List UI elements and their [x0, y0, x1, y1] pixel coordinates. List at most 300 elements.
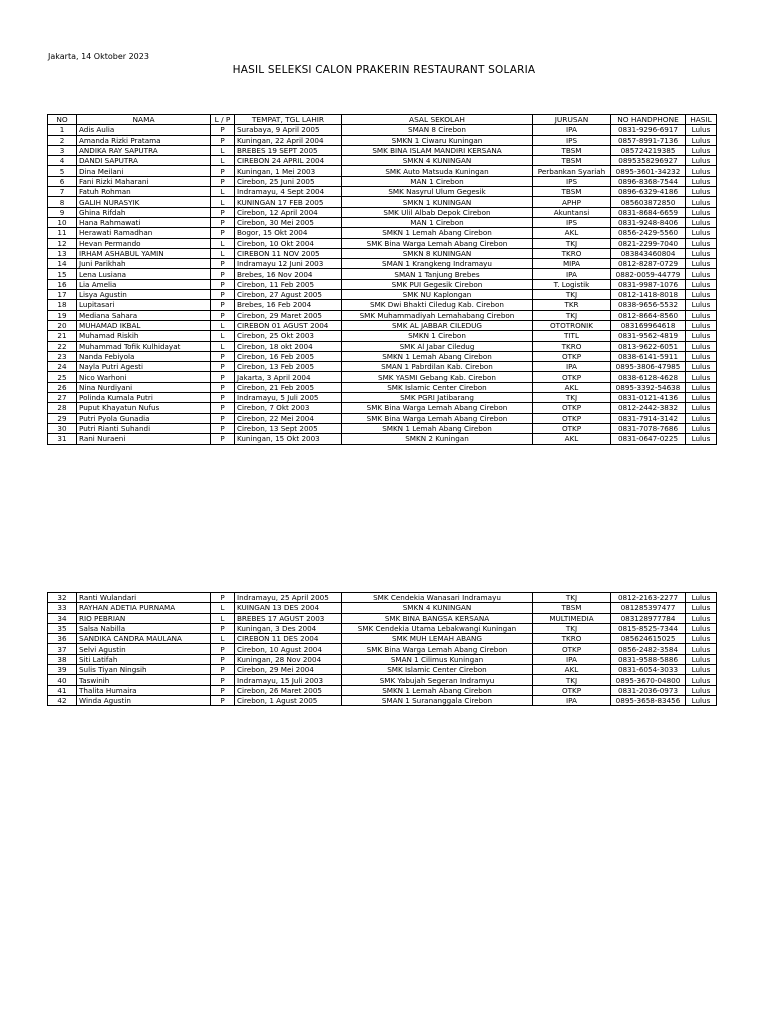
cell-phone: 0831-9248-8406	[611, 217, 686, 227]
cell-gender: P	[211, 290, 235, 300]
cell-major: Akuntansi	[533, 207, 611, 217]
cell-school: SMK MUH LEMAH ABANG	[342, 634, 533, 644]
cell-gender: P	[211, 593, 235, 603]
cell-gender: P	[211, 125, 235, 135]
cell-birth: Cirebon, 25 Juni 2005	[235, 176, 342, 186]
cell-major: AKL	[533, 665, 611, 675]
cell-name: RAYHAN ADETIA PURNAMA	[77, 603, 211, 613]
cell-no: 31	[48, 434, 77, 444]
table-row	[48, 413, 717, 423]
cell-major: OTKP	[533, 372, 611, 382]
table-row	[48, 644, 717, 654]
cell-phone: 0831-7078-7686	[611, 423, 686, 433]
cell-gender: P	[211, 382, 235, 392]
cell-birth: Brebes, 16 Nov 2004	[235, 269, 342, 279]
table-header-row	[48, 115, 717, 125]
cell-major: IPS	[533, 135, 611, 145]
cell-phone: 0895-3658-83456	[611, 695, 686, 705]
table-body-page1	[48, 125, 717, 444]
cell-name: Nico Warhoni	[77, 372, 211, 382]
cell-school: SMKN 8 KUNINGAN	[342, 248, 533, 258]
cell-phone: 0895-3670-04800	[611, 675, 686, 685]
cell-major: TKJ	[533, 675, 611, 685]
cell-result: Lulus	[686, 654, 717, 664]
cell-result: Lulus	[686, 197, 717, 207]
cell-gender: L	[211, 248, 235, 258]
cell-birth: CIREBON 11 DES 2004	[235, 634, 342, 644]
cell-name: SANDIKA CANDRA MAULANA	[77, 634, 211, 644]
cell-school: SMKN 1 Lemah Abang Cirebon	[342, 685, 533, 695]
cell-phone: 0895-3601-34232	[611, 166, 686, 176]
cell-no: 28	[48, 403, 77, 413]
cell-result: Lulus	[686, 176, 717, 186]
cell-result: Lulus	[686, 259, 717, 269]
cell-phone: 0815-8525-7344	[611, 623, 686, 633]
cell-major: IPA	[533, 362, 611, 372]
cell-no: 35	[48, 623, 77, 633]
cell-birth: Cirebon, 11 Feb 2005	[235, 279, 342, 289]
cell-major: TITL	[533, 331, 611, 341]
cell-no: 33	[48, 603, 77, 613]
table-row	[48, 593, 717, 603]
cell-school: SMK PUI Gegesik Cirebon	[342, 279, 533, 289]
cell-major: TBSM	[533, 156, 611, 166]
cell-phone: 0812-2442-3832	[611, 403, 686, 413]
cell-no: 6	[48, 176, 77, 186]
cell-birth: Indramayu, 25 April 2005	[235, 593, 342, 603]
table-row	[48, 393, 717, 403]
table-row	[48, 176, 717, 186]
cell-result: Lulus	[686, 593, 717, 603]
cell-result: Lulus	[686, 207, 717, 217]
cell-school: SMKN 1 Cirebon	[342, 331, 533, 341]
cell-name: Winda Agustin	[77, 695, 211, 705]
cell-birth: KUNINGAN 17 FEB 2005	[235, 197, 342, 207]
cell-major: TBSM	[533, 603, 611, 613]
cell-name: Thalita Humaira	[77, 685, 211, 695]
header-nama: NAMA	[77, 115, 211, 125]
cell-no: 25	[48, 372, 77, 382]
cell-phone: 0821-2299-7040	[611, 238, 686, 248]
cell-phone: 083843460804	[611, 248, 686, 258]
cell-no: 10	[48, 217, 77, 227]
cell-result: Lulus	[686, 665, 717, 675]
table-row	[48, 623, 717, 633]
cell-major: OTKP	[533, 403, 611, 413]
cell-no: 42	[48, 695, 77, 705]
cell-result: Lulus	[686, 382, 717, 392]
cell-result: Lulus	[686, 187, 717, 197]
cell-gender: P	[211, 695, 235, 705]
cell-school: SMAN 1 Krangkeng Indramayu	[342, 259, 533, 269]
cell-name: Muhammad Tofik Kulhidayat	[77, 341, 211, 351]
cell-phone: 085603872850	[611, 197, 686, 207]
document-date: Jakarta, 14 Oktober 2023	[48, 52, 149, 61]
cell-no: 14	[48, 259, 77, 269]
cell-no: 30	[48, 423, 77, 433]
cell-no: 12	[48, 238, 77, 248]
cell-no: 19	[48, 310, 77, 320]
cell-gender: L	[211, 320, 235, 330]
cell-major: IPA	[533, 125, 611, 135]
cell-result: Lulus	[686, 145, 717, 155]
cell-birth: BREBES 17 AGUST 2003	[235, 613, 342, 623]
cell-name: Nanda Febiyola	[77, 351, 211, 361]
cell-major: IPA	[533, 654, 611, 664]
cell-birth: Cirebon, 29 Maret 2005	[235, 310, 342, 320]
cell-school: SMK Cendekia Wanasari Indramayu	[342, 593, 533, 603]
cell-birth: BREBES 19 SEPT 2005	[235, 145, 342, 155]
cell-gender: L	[211, 145, 235, 155]
cell-result: Lulus	[686, 634, 717, 644]
cell-birth: Brebes, 16 Feb 2004	[235, 300, 342, 310]
cell-major: TKRO	[533, 248, 611, 258]
cell-gender: P	[211, 166, 235, 176]
cell-school: SMK Cendekia Utama Lebakwangi Kuningan	[342, 623, 533, 633]
cell-school: MAN 1 Cirebon	[342, 176, 533, 186]
cell-name: Herawati Ramadhan	[77, 228, 211, 238]
cell-result: Lulus	[686, 125, 717, 135]
cell-phone: 0895-3392-54638	[611, 382, 686, 392]
cell-major: TKR	[533, 300, 611, 310]
cell-gender: L	[211, 187, 235, 197]
cell-school: SMAN 1 Pabrdilan Kab. Cirebon	[342, 362, 533, 372]
cell-birth: Cirebon, 21 Feb 2005	[235, 382, 342, 392]
cell-major: AKL	[533, 382, 611, 392]
cell-birth: Kuningan, 22 April 2004	[235, 135, 342, 145]
cell-phone: 0831-8684-6659	[611, 207, 686, 217]
cell-school: SMKN 1 Lemah Abang Cirebon	[342, 423, 533, 433]
cell-name: Lisya Agustin	[77, 290, 211, 300]
cell-phone: 083169964618	[611, 320, 686, 330]
cell-major: AKL	[533, 228, 611, 238]
cell-result: Lulus	[686, 623, 717, 633]
table-row	[48, 217, 717, 227]
cell-name: Puput Khayatun Nufus	[77, 403, 211, 413]
cell-name: Salsa Nabilla	[77, 623, 211, 633]
cell-birth: Cirebon, 27 Agust 2005	[235, 290, 342, 300]
cell-no: 8	[48, 197, 77, 207]
cell-name: IRHAM ASHABUL YAMIN	[77, 248, 211, 258]
cell-birth: Kuningan, 15 Okt 2003	[235, 434, 342, 444]
cell-no: 9	[48, 207, 77, 217]
cell-gender: P	[211, 685, 235, 695]
table-row	[48, 207, 717, 217]
results-table-page1	[47, 114, 717, 445]
cell-gender: P	[211, 675, 235, 685]
cell-phone: 0831-9987-1076	[611, 279, 686, 289]
cell-result: Lulus	[686, 695, 717, 705]
cell-major: APHP	[533, 197, 611, 207]
table-row	[48, 228, 717, 238]
table-row	[48, 654, 717, 664]
cell-major: TKJ	[533, 393, 611, 403]
cell-phone: 0812-8287-0729	[611, 259, 686, 269]
cell-gender: P	[211, 351, 235, 361]
cell-birth: Cirebon, 25 Okt 2003	[235, 331, 342, 341]
cell-phone: 0838-9656-5532	[611, 300, 686, 310]
cell-gender: P	[211, 269, 235, 279]
cell-major: OTKP	[533, 423, 611, 433]
cell-result: Lulus	[686, 393, 717, 403]
table-row	[48, 362, 717, 372]
table-row	[48, 603, 717, 613]
cell-phone: 0812-2163-2277	[611, 593, 686, 603]
table-row	[48, 166, 717, 176]
cell-no: 18	[48, 300, 77, 310]
cell-gender: L	[211, 603, 235, 613]
table-row	[48, 197, 717, 207]
cell-result: Lulus	[686, 300, 717, 310]
cell-no: 27	[48, 393, 77, 403]
cell-gender: L	[211, 331, 235, 341]
cell-major: MIPA	[533, 259, 611, 269]
cell-gender: L	[211, 341, 235, 351]
cell-gender: L	[211, 197, 235, 207]
header-no: NO	[48, 115, 77, 125]
cell-birth: Indramayu, 15 Juli 2003	[235, 675, 342, 685]
cell-name: Fatuh Rohman	[77, 187, 211, 197]
cell-school: SMKN 4 KUNINGAN	[342, 156, 533, 166]
cell-result: Lulus	[686, 685, 717, 695]
cell-result: Lulus	[686, 362, 717, 372]
table-row	[48, 125, 717, 135]
cell-school: SMK NU Kaplongan	[342, 290, 533, 300]
table-row	[48, 634, 717, 644]
cell-no: 4	[48, 156, 77, 166]
cell-birth: Cirebon, 12 April 2004	[235, 207, 342, 217]
cell-gender: P	[211, 372, 235, 382]
cell-birth: Cirebon, 29 Mei 2004	[235, 665, 342, 675]
table-row	[48, 675, 717, 685]
cell-birth: Bogor, 15 Okt 2004	[235, 228, 342, 238]
cell-name: MUHAMAD IKBAL	[77, 320, 211, 330]
cell-major: IPS	[533, 176, 611, 186]
table-row	[48, 382, 717, 392]
table-row	[48, 290, 717, 300]
cell-result: Lulus	[686, 644, 717, 654]
cell-phone: 0831-7914-3142	[611, 413, 686, 423]
table-body-page2	[48, 593, 717, 706]
cell-phone: 0831-0647-0225	[611, 434, 686, 444]
cell-result: Lulus	[686, 675, 717, 685]
cell-result: Lulus	[686, 269, 717, 279]
table-row	[48, 156, 717, 166]
cell-name: Rani Nuraeni	[77, 434, 211, 444]
cell-result: Lulus	[686, 228, 717, 238]
cell-no: 2	[48, 135, 77, 145]
cell-school: SMK Ulil Albab Depok Cirebon	[342, 207, 533, 217]
cell-gender: P	[211, 654, 235, 664]
cell-result: Lulus	[686, 434, 717, 444]
table-row	[48, 269, 717, 279]
header-major: JURUSAN	[533, 115, 611, 125]
cell-name: ANDIKA RAY SAPUTRA	[77, 145, 211, 155]
results-table-page2	[47, 592, 717, 706]
cell-result: Lulus	[686, 331, 717, 341]
cell-school: SMAN 1 Tanjung Brebes	[342, 269, 533, 279]
cell-result: Lulus	[686, 135, 717, 145]
cell-no: 11	[48, 228, 77, 238]
cell-no: 17	[48, 290, 77, 300]
cell-school: SMKN 1 KUNINGAN	[342, 197, 533, 207]
cell-gender: P	[211, 176, 235, 186]
cell-no: 34	[48, 613, 77, 623]
cell-gender: P	[211, 300, 235, 310]
table-row	[48, 187, 717, 197]
cell-major: OTOTRONIK	[533, 320, 611, 330]
cell-major: T. Logistik	[533, 279, 611, 289]
cell-no: 23	[48, 351, 77, 361]
cell-phone: 0831-9296-6917	[611, 125, 686, 135]
cell-gender: P	[211, 403, 235, 413]
cell-school: SMK Yabujah Segeran Indramyu	[342, 675, 533, 685]
cell-phone: 0831-9562-4819	[611, 331, 686, 341]
cell-phone: 083128977784	[611, 613, 686, 623]
cell-phone: 085624615025	[611, 634, 686, 644]
cell-birth: Kuningan, 28 Nov 2004	[235, 654, 342, 664]
cell-school: SMK Nasyrul Ulum Gegesik	[342, 187, 533, 197]
cell-name: DANDI SAPUTRA	[77, 156, 211, 166]
table-row	[48, 685, 717, 695]
cell-school: SMK Islamic Center Cirebon	[342, 382, 533, 392]
cell-gender: L	[211, 613, 235, 623]
cell-major: TKRO	[533, 634, 611, 644]
table-row	[48, 320, 717, 330]
cell-name: Nayla Putri Agesti	[77, 362, 211, 372]
cell-school: SMK BINA BANGSA KERSANA	[342, 613, 533, 623]
header-school: ASAL SEKOLAH	[342, 115, 533, 125]
table-row	[48, 279, 717, 289]
cell-name: Ranti Wulandari	[77, 593, 211, 603]
cell-name: Lena Lusiana	[77, 269, 211, 279]
cell-name: RIO PEBRIAN	[77, 613, 211, 623]
cell-birth: Cirebon, 1 Agust 2005	[235, 695, 342, 705]
cell-phone: 085724219385	[611, 145, 686, 155]
cell-school: SMK AL JABBAR CILEDUG	[342, 320, 533, 330]
cell-name: Nina Nurdiyani	[77, 382, 211, 392]
cell-major: TKRO	[533, 341, 611, 351]
cell-school: SMK PGRI Jatibarang	[342, 393, 533, 403]
cell-school: SMK Bina Warga Lemah Abang Cirebon	[342, 644, 533, 654]
table-row	[48, 331, 717, 341]
cell-name: GALIH NURASYIK	[77, 197, 211, 207]
cell-major: AKL	[533, 434, 611, 444]
cell-birth: Jakarta, 3 April 2004	[235, 372, 342, 382]
cell-no: 21	[48, 331, 77, 341]
cell-result: Lulus	[686, 238, 717, 248]
table-row	[48, 403, 717, 413]
cell-major: TKJ	[533, 290, 611, 300]
table-row	[48, 351, 717, 361]
cell-name: Juni Parikhah	[77, 259, 211, 269]
cell-phone: 0812-8664-8560	[611, 310, 686, 320]
cell-no: 22	[48, 341, 77, 351]
cell-major: OTKP	[533, 413, 611, 423]
cell-school: SMK Bina Warga Lemah Abang Cirebon	[342, 413, 533, 423]
cell-school: SMKN 2 Kuningan	[342, 434, 533, 444]
cell-phone: 0857-8991-7136	[611, 135, 686, 145]
table-row	[48, 145, 717, 155]
cell-gender: P	[211, 434, 235, 444]
cell-result: Lulus	[686, 279, 717, 289]
cell-gender: P	[211, 644, 235, 654]
cell-gender: P	[211, 310, 235, 320]
cell-name: Hevan Permando	[77, 238, 211, 248]
cell-major: MULTIMEDIA	[533, 613, 611, 623]
cell-name: Ghina Rifdah	[77, 207, 211, 217]
cell-no: 7	[48, 187, 77, 197]
cell-result: Lulus	[686, 166, 717, 176]
cell-major: OTKP	[533, 644, 611, 654]
cell-birth: Cirebon, 13 Feb 2005	[235, 362, 342, 372]
cell-no: 29	[48, 413, 77, 423]
cell-result: Lulus	[686, 310, 717, 320]
cell-phone: 0896-6329-4186	[611, 187, 686, 197]
cell-gender: P	[211, 423, 235, 433]
cell-major: TBSM	[533, 187, 611, 197]
cell-no: 40	[48, 675, 77, 685]
cell-birth: Indramayu, 5 Juli 2005	[235, 393, 342, 403]
cell-no: 24	[48, 362, 77, 372]
cell-major: IPA	[533, 269, 611, 279]
cell-no: 20	[48, 320, 77, 330]
cell-birth: Cirebon, 7 Okt 2003	[235, 403, 342, 413]
cell-phone: 081285397477	[611, 603, 686, 613]
cell-major: OTKP	[533, 351, 611, 361]
cell-no: 3	[48, 145, 77, 155]
cell-name: Dina Meilani	[77, 166, 211, 176]
table-row	[48, 695, 717, 705]
cell-gender: P	[211, 135, 235, 145]
header-gender: L / P	[211, 115, 235, 125]
cell-gender: P	[211, 362, 235, 372]
cell-birth: Cirebon, 10 Agust 2004	[235, 644, 342, 654]
cell-birth: Cirebon, 16 Feb 2005	[235, 351, 342, 361]
cell-school: MAN 1 Cirebon	[342, 217, 533, 227]
table-row	[48, 248, 717, 258]
cell-name: Polinda Kumala Putri	[77, 393, 211, 403]
cell-gender: L	[211, 238, 235, 248]
cell-result: Lulus	[686, 603, 717, 613]
header-phone: NO HANDPHONE	[611, 115, 686, 125]
cell-no: 13	[48, 248, 77, 258]
cell-no: 15	[48, 269, 77, 279]
table-row	[48, 238, 717, 248]
cell-school: SMK Bina Warga Lemah Abang Cirebon	[342, 403, 533, 413]
cell-name: Putri Rianti Suhandi	[77, 423, 211, 433]
cell-birth: Cirebon, 22 Mei 2004	[235, 413, 342, 423]
cell-major: TBSM	[533, 145, 611, 155]
cell-school: SMK Dwi Bhakti Ciledug Kab. Cirebon	[342, 300, 533, 310]
cell-phone: 0856-2482-3584	[611, 644, 686, 654]
cell-birth: CIREBON 11 NOV 2005	[235, 248, 342, 258]
cell-school: SMK Muhammadiyah Lemahabang Cirebon	[342, 310, 533, 320]
cell-gender: P	[211, 413, 235, 423]
cell-no: 32	[48, 593, 77, 603]
cell-phone: 0856-2429-5560	[611, 228, 686, 238]
table-row	[48, 372, 717, 382]
table-row	[48, 434, 717, 444]
cell-school: SMAN 1 Surananggala Cirebon	[342, 695, 533, 705]
cell-major: TKJ	[533, 623, 611, 633]
cell-birth: Cirebon, 18 okt 2004	[235, 341, 342, 351]
cell-no: 39	[48, 665, 77, 675]
table-row	[48, 259, 717, 269]
cell-result: Lulus	[686, 423, 717, 433]
cell-birth: Cirebon, 30 Mei 2005	[235, 217, 342, 227]
cell-gender: P	[211, 279, 235, 289]
